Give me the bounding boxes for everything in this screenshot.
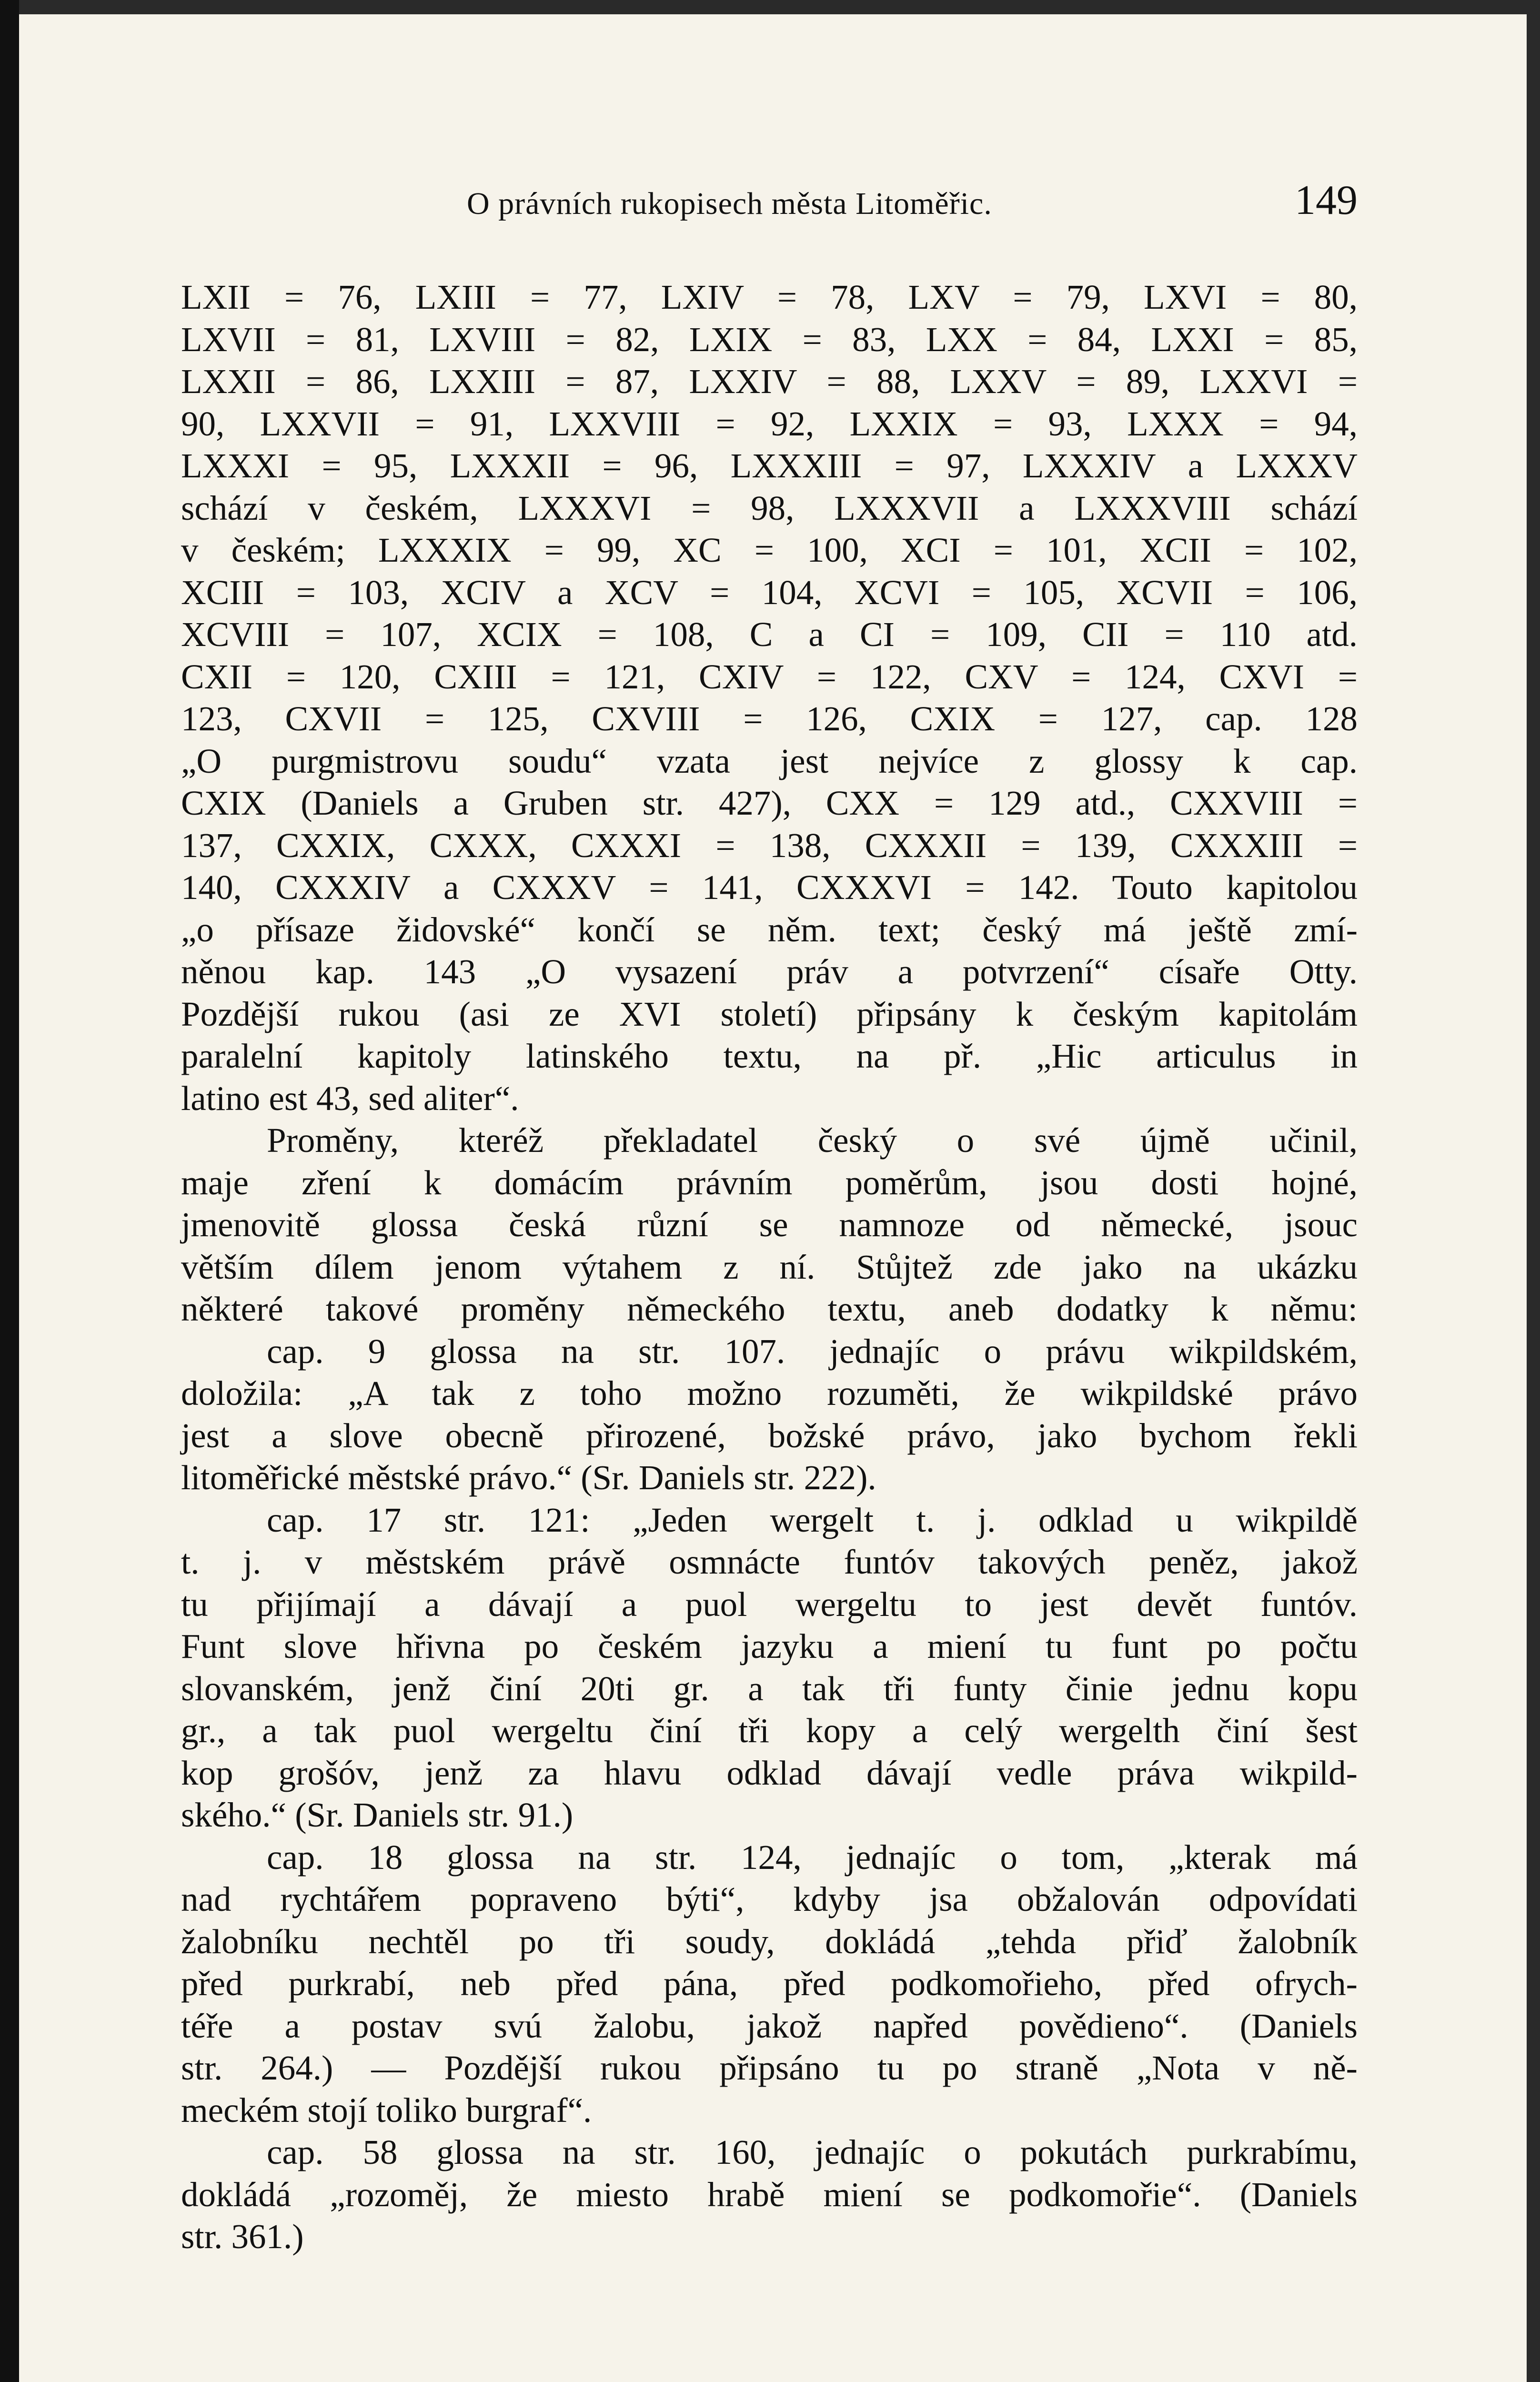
text-line: téře a postav svú žalobu, jakož napřed povědieno“. (Daniels — [181, 2006, 1358, 2045]
text-line: kop grošóv, jenž za hlavu odklad dávají vedle práva wikpild- — [181, 1753, 1358, 1792]
text-line: schází v českém, LXXXVI = 98, LXXXVII a LXXXVIII schází — [181, 488, 1358, 527]
text-line: paralelní kapitoly latinského textu, na př. „Hic articulus in — [181, 1037, 1358, 1075]
text-line: LXXII = 86, LXXIII = 87, LXXIV = 88, LXXV = 89, LXXVI = — [181, 362, 1358, 401]
page-body — [181, 276, 1358, 2258]
running-header — [181, 176, 1358, 238]
text-line: LXVII = 81, LXVIII = 82, LXIX = 83, LXX = 84, LXXI = 85, — [181, 320, 1358, 359]
paragraph-start-line: cap. 58 glossa na str. 160, jednajíc o pokutách purkrabímu, — [267, 2133, 1358, 2171]
text-line: Pozdější rukou (asi ze XVI století) připsány k českým kapitolám — [181, 994, 1358, 1033]
text-line: před purkrabí, neb před pána, před podkomořieho, před ofrych- — [181, 1964, 1358, 2003]
text-line: jest a slove obecně přirozené, božské právo, jako bychom řekli — [181, 1416, 1358, 1455]
paragraph-start-line: cap. 18 glossa na str. 124, jednajíc o tom, „kterak má — [267, 1837, 1358, 1877]
text-line: LXII = 76, LXIII = 77, LXIV = 78, LXV = 79, LXVI = 80, — [181, 278, 1358, 316]
text-line: jmenovitě glossa česká různí se namnoze od německé, jsouc — [181, 1205, 1358, 1244]
text-line: LXXXI = 95, LXXXII = 96, LXXXIII = 97, LXXXIV a LXXXV — [181, 446, 1358, 485]
text-line: gr., a tak puol wergeltu činí tři kopy a celý wergelth činí šest — [181, 1711, 1358, 1750]
text-line: XCIII = 103, XCIV a XCV = 104, XCVI = 105, XCVII = 106, — [181, 573, 1358, 612]
text-line: Funt slove hřivna po českém jazyku a miení tu funt po počtu — [181, 1627, 1358, 1665]
text-line: str. 361.) — [181, 2217, 304, 2256]
paragraph-start-line: Proměny, kteréž překladatel český o své újmě učinil, — [267, 1121, 1358, 1160]
page-number: 149 — [1295, 177, 1358, 223]
text-line: slovanském, jenž činí 20ti gr. a tak tři funty činie jednu kopu — [181, 1669, 1358, 1708]
text-line: v českém; LXXXIX = 99, XC = 100, XCI = 101, XCII = 102, — [181, 531, 1358, 569]
text-line: meckém stojí toliko burgraf“. — [181, 2090, 592, 2130]
text-line: litoměřické městské právo.“ (Sr. Daniels str. 222). — [181, 1458, 876, 1497]
running-title: O právních rukopisech města Litoměřic. — [467, 186, 992, 221]
book-page — [19, 14, 1527, 2382]
text-line: 123, CXVII = 125, CXVIII = 126, CXIX = 127, cap. 128 — [181, 699, 1358, 738]
text-line: latino est 43, sed aliter“. — [181, 1079, 519, 1118]
text-line: 137, CXXIX, CXXX, CXXXI = 138, CXXXII = 139, CXXXIII = — [181, 826, 1358, 865]
text-line: některé takové proměny německého textu, aneb dodatky k němu: — [181, 1290, 1358, 1328]
text-line: 90, LXXVII = 91, LXXVIII = 92, LXXIX = 93, LXXX = 94, — [181, 404, 1358, 443]
text-line: t. j. v městském právě osmnácte funtóv takových peněz, jakož — [181, 1543, 1358, 1581]
text-line: dokládá „rozoměj, že miesto hrabě miení se podkomořie“. (Daniels — [181, 2175, 1358, 2214]
text-line: maje zření k domácím právním poměrům, jsou dosti hojné, — [181, 1163, 1358, 1202]
text-line: XCVIII = 107, XCIX = 108, C a CI = 109, CII = 110 atd. — [181, 615, 1358, 654]
text-line: doložila: „A tak z toho možno rozuměti, že wikpildské právo — [181, 1374, 1358, 1413]
paragraph-start-line: cap. 9 glossa na str. 107. jednajíc o právu wikpildském, — [267, 1332, 1358, 1371]
paragraph-start-line: cap. 17 str. 121: „Jeden wergelt t. j. odklad u wikpildě — [267, 1500, 1358, 1539]
text-line: „O purgmistrovu soudu“ vzata jest nejvíce z glossy k cap. — [181, 741, 1358, 780]
text-line: str. 264.) — Pozdější rukou připsáno tu po straně „Nota v ně- — [181, 2049, 1358, 2087]
scan-edge — [0, 0, 19, 2382]
text-line: něnou kap. 143 „O vysazení práv a potvrzení“ císaře Otty. — [181, 952, 1358, 991]
text-line: nad rychtářem popraveno býti“, kdyby jsa obžalován odpovídati — [181, 1880, 1358, 1918]
text-line: CXIX (Daniels a Gruben str. 427), CXX = 129 atd., CXXVIII = — [181, 784, 1358, 822]
text-line: žalobníku nechtěl po tři soudy, dokládá „tehda přiď žalobník — [181, 1922, 1358, 1961]
text-line: ského.“ (Sr. Daniels str. 91.) — [181, 1796, 574, 1834]
text-line: větším dílem jenom výtahem z ní. Stůjtež zde jako na ukázku — [181, 1247, 1358, 1286]
text-line: tu přijímají a dávají a puol wergeltu to jest devět funtóv. — [181, 1585, 1358, 1624]
text-line: 140, CXXXIV a CXXXV = 141, CXXXVI = 142. Touto kapitolou — [181, 868, 1358, 907]
text-line: „o přísaze židovské“ končí se něm. text; český má ještě zmí- — [181, 910, 1358, 949]
text-line: CXII = 120, CXIII = 121, CXIV = 122, CXV = 124, CXVI = — [181, 657, 1358, 696]
